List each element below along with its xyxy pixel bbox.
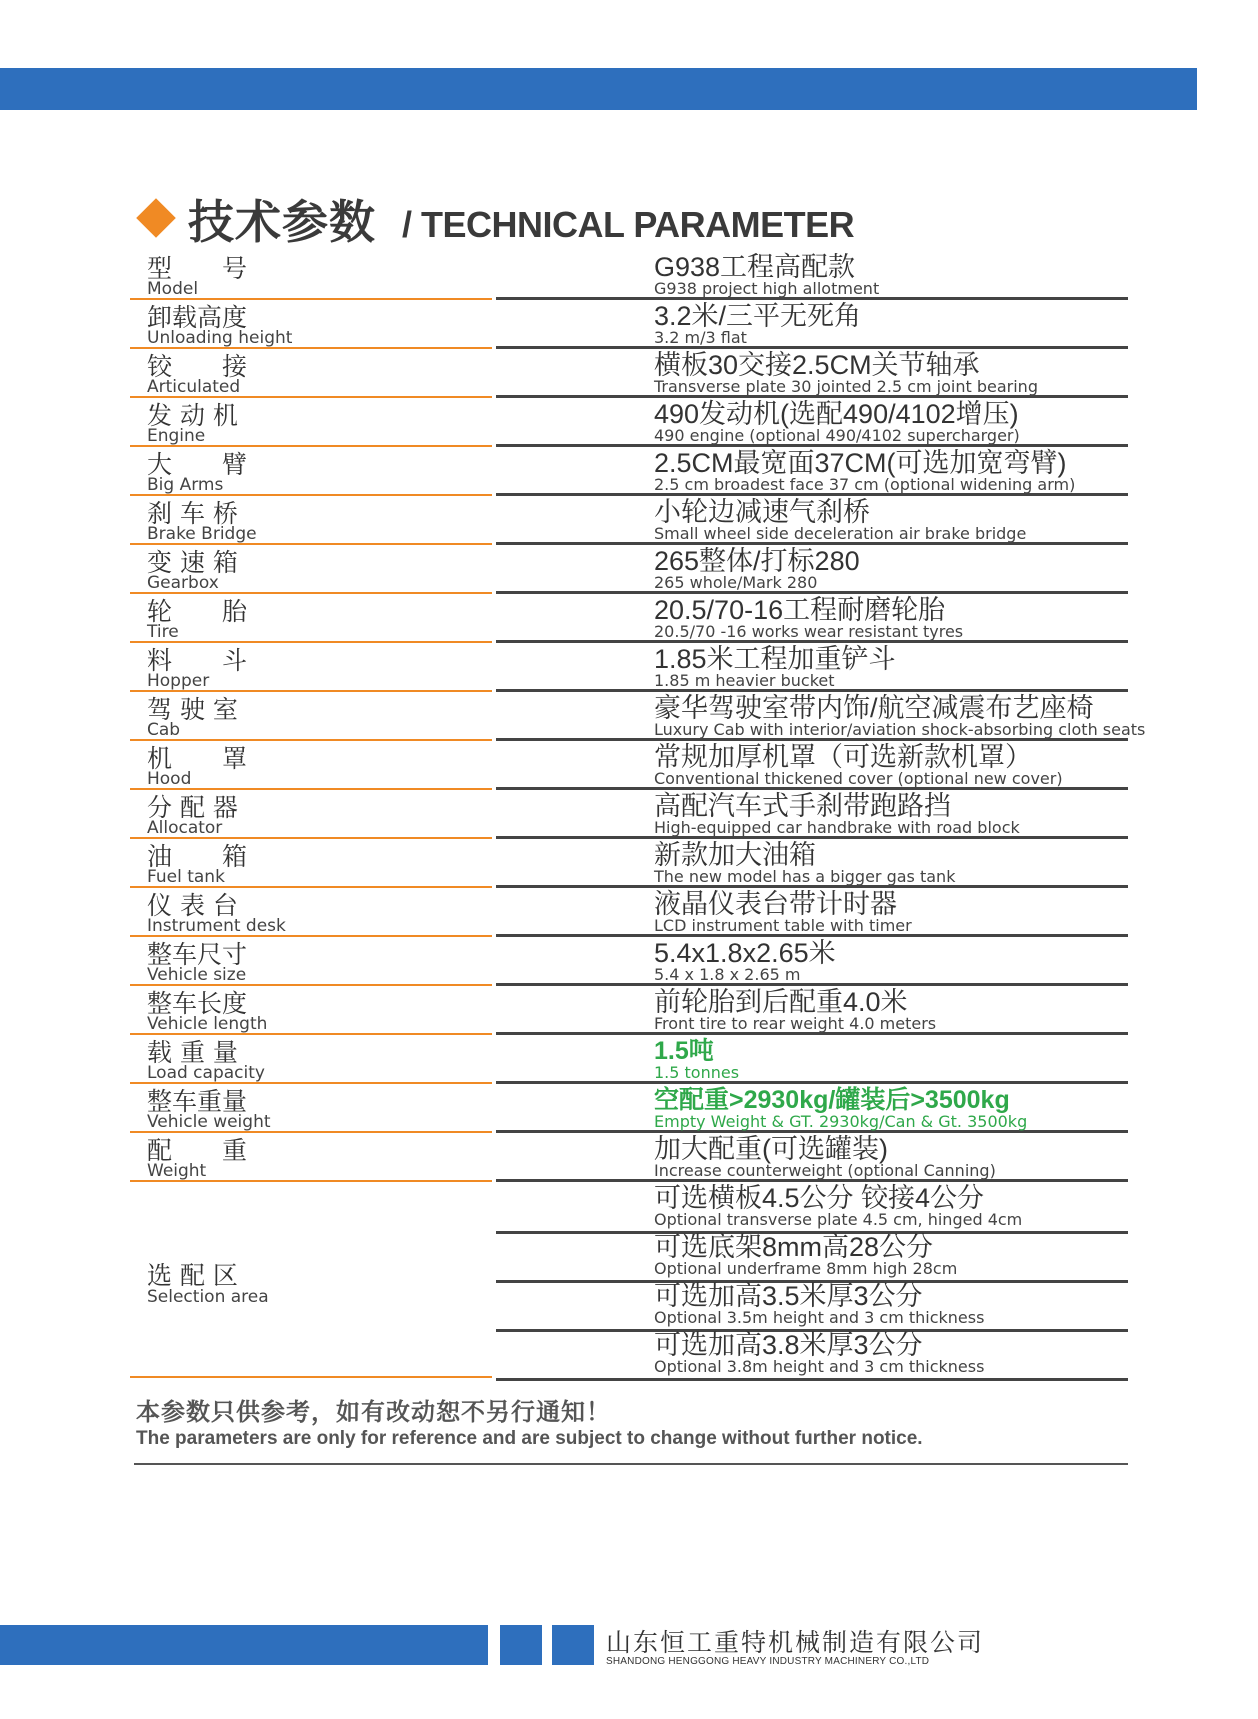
row-label-chinese: 料 斗 xyxy=(147,646,248,675)
row-label-cell xyxy=(130,545,492,594)
row-value-cell xyxy=(496,398,1128,447)
table-row xyxy=(130,1035,1128,1084)
row-value-chinese: 3.2米/三平无死角 xyxy=(654,301,862,331)
row-label-cell xyxy=(130,741,492,790)
row-value-english: 1.5 tonnes xyxy=(654,1063,740,1082)
table-row xyxy=(130,741,1128,790)
company-name-chinese: 山东恒工重特机械制造有限公司 xyxy=(606,1628,985,1657)
bottom-square-2 xyxy=(552,1625,594,1665)
row-value-cell xyxy=(496,300,1128,349)
row-label-chinese: 整车重量 xyxy=(147,1087,248,1116)
row-label-cell xyxy=(130,594,492,643)
row-label-english: Brake Bridge xyxy=(147,524,257,544)
option-value-english: Optional transverse plate 4.5 cm, hinged 4cm xyxy=(654,1210,1023,1229)
row-label-english: Hood xyxy=(147,769,192,789)
row-value-english: 1.85 m heavier bucket xyxy=(654,671,835,690)
row-label-english: Vehicle weight xyxy=(147,1112,271,1132)
row-label-chinese: 大 臂 xyxy=(147,450,248,479)
selection-option xyxy=(496,1329,1128,1381)
option-value-english: Optional 3.5m height and 3 cm thickness xyxy=(654,1308,985,1327)
row-value-chinese: 新款加大油箱 xyxy=(654,840,816,870)
row-value-chinese: 2.5CM最宽面37CM(可选加宽弯臂) xyxy=(654,448,1067,478)
row-label-cell xyxy=(130,447,492,496)
selection-option xyxy=(496,1280,1128,1332)
selection-label-cell xyxy=(130,1182,492,1378)
option-value-english: Optional 3.8m height and 3 cm thickness xyxy=(654,1357,985,1376)
row-label-cell xyxy=(130,839,492,888)
row-label-chinese: 发 动 机 xyxy=(147,401,238,430)
row-label-english: Gearbox xyxy=(147,573,219,593)
row-label-english: Hopper xyxy=(147,671,210,691)
selection-area-group xyxy=(130,1182,1128,1378)
row-value-chinese: 豪华驾驶室带内饰/航空减震布艺座椅 xyxy=(654,693,1094,723)
row-value-cell xyxy=(496,839,1128,888)
row-label-english: Tire xyxy=(147,622,179,642)
row-label-english: Vehicle size xyxy=(147,965,247,985)
row-value-cell xyxy=(496,1084,1128,1133)
row-label-english: Load capacity xyxy=(147,1063,265,1083)
row-label-chinese: 刹 车 桥 xyxy=(147,499,238,528)
row-label-chinese: 载 重 量 xyxy=(147,1038,238,1067)
table-row xyxy=(130,643,1128,692)
row-label-english: Allocator xyxy=(147,818,223,838)
company-name-english: SHANDONG HENGGONG HEAVY INDUSTRY MACHINERY CO.,LTD xyxy=(606,1656,930,1667)
row-value-cell xyxy=(496,545,1128,594)
option-value-chinese: 可选加高3.8米厚3公分 xyxy=(654,1330,923,1360)
row-label-chinese: 机 罩 xyxy=(147,744,248,773)
notice-chinese: 本参数只供参考，如有改动恕不另行通知！ xyxy=(136,1398,611,1426)
row-value-cell xyxy=(496,349,1128,398)
diamond-bullet-icon xyxy=(136,198,176,238)
selection-label-chinese: 选 配 区 xyxy=(147,1261,238,1290)
table-row xyxy=(130,937,1128,986)
table-row xyxy=(130,594,1128,643)
row-value-english: Increase counterweight (optional Canning) xyxy=(654,1161,996,1180)
table-row xyxy=(130,300,1128,349)
section-title xyxy=(134,180,854,250)
row-value-english: High-equipped car handbrake with road block xyxy=(654,818,1020,837)
row-value-english: LCD instrument table with timer xyxy=(654,916,912,935)
row-label-chinese: 配 重 xyxy=(147,1136,248,1165)
row-label-chinese: 变 速 箱 xyxy=(147,548,238,577)
row-label-chinese: 油 箱 xyxy=(147,842,248,871)
row-label-chinese: 型 号 xyxy=(147,254,248,283)
row-value-cell xyxy=(496,643,1128,692)
row-label-chinese: 卸载高度 xyxy=(147,303,248,332)
table-row xyxy=(130,888,1128,937)
row-value-chinese: 490发动机(选配490/4102增压) xyxy=(654,399,1019,429)
row-label-cell xyxy=(130,300,492,349)
row-value-english: G938 project high allotment xyxy=(654,279,880,298)
bottom-square-1 xyxy=(500,1625,542,1665)
row-value-cell xyxy=(496,447,1128,496)
row-value-chinese: 前轮胎到后配重4.0米 xyxy=(654,987,908,1017)
row-label-cell xyxy=(130,1084,492,1133)
row-value-english: 5.4 x 1.8 x 2.65 m xyxy=(654,965,801,984)
selection-option xyxy=(496,1231,1128,1283)
row-label-english: Instrument desk xyxy=(147,916,286,936)
row-value-cell xyxy=(496,986,1128,1035)
table-row xyxy=(130,986,1128,1035)
table-row xyxy=(130,349,1128,398)
option-value-chinese: 可选横板4.5公分 铰接4公分 xyxy=(654,1183,985,1213)
row-value-cell xyxy=(496,594,1128,643)
row-value-chinese: 高配汽车式手刹带跑路挡 xyxy=(654,791,951,821)
row-value-english: 2.5 cm broadest face 37 cm (optional widening arm) xyxy=(654,475,1076,494)
row-label-english: Cab xyxy=(147,720,181,740)
row-label-cell xyxy=(130,1133,492,1182)
row-label-chinese: 仪 表 台 xyxy=(147,891,238,920)
notice-english: The parameters are only for reference and are subject to change without further notice. xyxy=(136,1428,923,1449)
row-value-english: Front tire to rear weight 4.0 meters xyxy=(654,1014,937,1033)
bottom-blue-band xyxy=(0,1625,488,1665)
row-value-chinese: 加大配重(可选罐装) xyxy=(654,1134,888,1164)
row-value-english: 490 engine (optional 490/4102 supercharger) xyxy=(654,426,1020,445)
top-blue-band xyxy=(0,68,1197,110)
row-label-chinese: 分 配 器 xyxy=(147,793,238,822)
row-value-chinese: 265整体/打标280 xyxy=(654,546,860,576)
table-row xyxy=(130,692,1146,741)
selection-option xyxy=(496,1182,1128,1234)
row-label-english: Vehicle length xyxy=(147,1014,268,1034)
option-value-chinese: 可选底架8mm高28公分 xyxy=(654,1232,934,1262)
table-row xyxy=(130,1084,1128,1133)
row-label-cell xyxy=(130,349,492,398)
row-value-english: 265 whole/Mark 280 xyxy=(654,573,818,592)
row-value-english: Empty Weight & GT. 2930kg/Can & Gt. 3500kg xyxy=(654,1112,1028,1131)
row-label-english: Articulated xyxy=(147,377,241,397)
table-row xyxy=(130,790,1128,839)
row-value-chinese: 1.5吨 xyxy=(654,1037,714,1065)
row-value-english: 3.2 m/3 flat xyxy=(654,328,747,347)
row-label-cell xyxy=(130,643,492,692)
row-label-english: Fuel tank xyxy=(147,867,225,887)
row-value-cell xyxy=(496,1133,1128,1182)
row-value-english: Conventional thickened cover (optional new cover) xyxy=(654,769,1063,788)
row-label-cell xyxy=(130,398,492,447)
row-value-chinese: 20.5/70-16工程耐磨轮胎 xyxy=(654,595,946,625)
parameter-table xyxy=(130,251,1146,1378)
row-label-chinese: 铰 接 xyxy=(147,352,248,381)
row-label-chinese: 驾 驶 室 xyxy=(147,695,238,724)
row-label-cell xyxy=(130,790,492,839)
row-value-chinese: 1.85米工程加重铲斗 xyxy=(654,644,896,674)
table-row xyxy=(130,496,1128,545)
row-value-english: Transverse plate 30 jointed 2.5 cm joint bearing xyxy=(654,377,1038,396)
row-value-english: 20.5/70 -16 works wear resistant tyres xyxy=(654,622,964,641)
row-value-cell xyxy=(496,692,1146,741)
row-label-english: Big Arms xyxy=(147,475,224,495)
option-value-chinese: 可选加高3.5米厚3公分 xyxy=(654,1281,923,1311)
row-value-english: The new model has a bigger gas tank xyxy=(654,867,956,886)
row-value-chinese: 空配重>2930kg/罐装后>3500kg xyxy=(654,1086,1010,1114)
table-row xyxy=(130,839,1128,888)
row-value-cell xyxy=(496,790,1128,839)
row-label-cell xyxy=(130,496,492,545)
row-label-chinese: 轮 胎 xyxy=(147,597,248,626)
row-value-english: Luxury Cab with interior/aviation shock-absorbing cloth seats xyxy=(654,720,1146,739)
table-row xyxy=(130,1133,1128,1182)
row-label-english: Weight xyxy=(147,1161,207,1181)
row-value-cell xyxy=(496,1035,1128,1084)
table-row xyxy=(130,447,1128,496)
row-value-chinese: 5.4x1.8x2.65米 xyxy=(654,938,836,968)
row-value-chinese: 液晶仪表台带计时器 xyxy=(654,889,897,919)
table-row xyxy=(130,251,1128,300)
row-label-cell xyxy=(130,251,492,300)
title-chinese: 技术参数 xyxy=(188,195,376,249)
row-value-chinese: G938工程高配款 xyxy=(654,252,856,282)
row-value-cell xyxy=(496,888,1128,937)
row-label-cell xyxy=(130,692,492,741)
row-label-cell xyxy=(130,937,492,986)
row-value-cell xyxy=(496,937,1128,986)
row-label-cell xyxy=(130,1035,492,1084)
row-value-cell xyxy=(496,741,1128,790)
selection-label-english: Selection area xyxy=(147,1287,269,1307)
row-value-chinese: 横板30交接2.5CM关节轴承 xyxy=(654,350,980,380)
row-value-cell xyxy=(496,251,1128,300)
notice-divider xyxy=(134,1463,1128,1465)
title-english: / TECHNICAL PARAMETER xyxy=(402,204,855,245)
row-label-chinese: 整车尺寸 xyxy=(147,940,248,969)
option-value-english: Optional underframe 8mm high 28cm xyxy=(654,1259,958,1278)
row-label-cell xyxy=(130,888,492,937)
row-label-english: Engine xyxy=(147,426,206,446)
row-label-chinese: 整车长度 xyxy=(147,989,248,1018)
row-label-english: Model xyxy=(147,279,199,299)
row-value-cell xyxy=(496,496,1128,545)
row-value-chinese: 常规加厚机罩（可选新款机罩） xyxy=(654,742,1032,772)
row-label-english: Unloading height xyxy=(147,328,293,348)
row-value-chinese: 小轮边减速气刹桥 xyxy=(654,497,870,527)
row-label-cell xyxy=(130,986,492,1035)
table-row xyxy=(130,545,1128,594)
table-row xyxy=(130,398,1128,447)
row-value-english: Small wheel side deceleration air brake bridge xyxy=(654,524,1027,543)
